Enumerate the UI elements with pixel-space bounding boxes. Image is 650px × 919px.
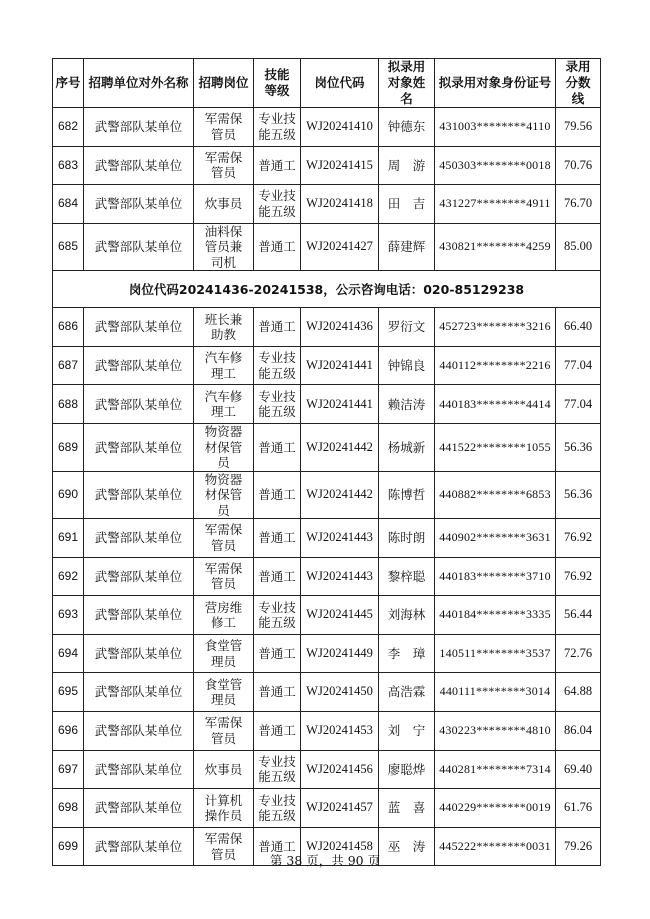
cell-id: 440111********3014 — [435, 673, 556, 712]
cell-unit: 武警部队某单位 — [84, 596, 194, 635]
cell-score: 85.00 — [556, 223, 601, 271]
cell-seq: 688 — [53, 385, 84, 424]
cell-code: WJ20241415 — [301, 146, 379, 185]
cell-id: 440184********3335 — [435, 596, 556, 635]
table-row — [53, 557, 601, 596]
cell-score: 64.88 — [556, 673, 601, 712]
cell-position: 食堂管理员 — [194, 634, 254, 673]
cell-position: 炊事员 — [194, 750, 254, 789]
table-row — [53, 346, 601, 385]
cell-id: 440902********3631 — [435, 519, 556, 558]
cell-name: 赖洁涛 — [379, 385, 435, 424]
cell-code: WJ20241441 — [301, 385, 379, 424]
cell-skill: 普通工 — [254, 712, 301, 751]
cell-unit: 武警部队某单位 — [84, 223, 194, 271]
cell-unit: 武警部队某单位 — [84, 424, 194, 472]
cell-seq: 682 — [53, 108, 84, 147]
section-banner-row — [53, 271, 601, 308]
cell-skill: 普通工 — [254, 146, 301, 185]
table-row — [53, 424, 601, 472]
header-code: 岗位代码 — [301, 59, 379, 108]
cell-score: 76.92 — [556, 557, 601, 596]
cell-code: WJ20241443 — [301, 519, 379, 558]
cell-score: 70.76 — [556, 146, 601, 185]
cell-code: WJ20241442 — [301, 424, 379, 472]
cell-skill: 普通工 — [254, 471, 301, 519]
cell-unit: 武警部队某单位 — [84, 557, 194, 596]
cell-code: WJ20241450 — [301, 673, 379, 712]
cell-position: 军需保管员 — [194, 108, 254, 147]
table-row — [53, 750, 601, 789]
cell-code: WJ20241456 — [301, 750, 379, 789]
cell-name: 陈博哲 — [379, 471, 435, 519]
cell-position: 物资器材保管员 — [194, 471, 254, 519]
cell-unit: 武警部队某单位 — [84, 712, 194, 751]
cell-seq: 684 — [53, 185, 84, 224]
cell-seq: 697 — [53, 750, 84, 789]
cell-id: 440882********6853 — [435, 471, 556, 519]
cell-code: WJ20241418 — [301, 185, 379, 224]
cell-name: 钟锦良 — [379, 346, 435, 385]
cell-id: 445222********0031 — [435, 827, 556, 866]
cell-seq: 685 — [53, 223, 84, 271]
cell-unit: 武警部队某单位 — [84, 634, 194, 673]
recruitment-table — [52, 58, 601, 866]
cell-unit: 武警部队某单位 — [84, 146, 194, 185]
cell-id: 430821********4259 — [435, 223, 556, 271]
cell-code: WJ20241427 — [301, 223, 379, 271]
cell-seq: 691 — [53, 519, 84, 558]
cell-skill: 普通工 — [254, 424, 301, 472]
cell-position: 汽车修理工 — [194, 385, 254, 424]
table-row — [53, 673, 601, 712]
cell-score: 72.76 — [556, 634, 601, 673]
cell-id: 431003********4110 — [435, 108, 556, 147]
cell-score: 79.56 — [556, 108, 601, 147]
cell-position: 军需保管员 — [194, 557, 254, 596]
cell-name: 蓝 喜 — [379, 789, 435, 828]
cell-seq: 686 — [53, 308, 84, 347]
cell-score: 86.04 — [556, 712, 601, 751]
cell-id: 430223********4810 — [435, 712, 556, 751]
cell-code: WJ20241410 — [301, 108, 379, 147]
cell-unit: 武警部队某单位 — [84, 185, 194, 224]
cell-skill: 普通工 — [254, 827, 301, 866]
cell-score: 76.70 — [556, 185, 601, 224]
table-row — [53, 634, 601, 673]
cell-unit: 武警部队某单位 — [84, 519, 194, 558]
table-row — [53, 223, 601, 271]
cell-seq: 690 — [53, 471, 84, 519]
table-row — [53, 596, 601, 635]
cell-position: 炊事员 — [194, 185, 254, 224]
header-unit: 招聘单位对外名称 — [84, 59, 194, 108]
header-score: 录用分数线 — [556, 59, 601, 108]
cell-score: 56.36 — [556, 471, 601, 519]
cell-score: 66.40 — [556, 308, 601, 347]
cell-skill: 普通工 — [254, 557, 301, 596]
cell-name: 李 璋 — [379, 634, 435, 673]
cell-name: 刘 宁 — [379, 712, 435, 751]
cell-position: 油料保管员兼司机 — [194, 223, 254, 271]
cell-seq: 692 — [53, 557, 84, 596]
cell-name: 黎梓聪 — [379, 557, 435, 596]
table-row — [53, 185, 601, 224]
cell-skill: 专业技能五级 — [254, 789, 301, 828]
table-row — [53, 471, 601, 519]
cell-name: 陈时朗 — [379, 519, 435, 558]
cell-name: 薛建辉 — [379, 223, 435, 271]
cell-id: 440183********3710 — [435, 557, 556, 596]
cell-skill: 专业技能五级 — [254, 108, 301, 147]
header-id: 拟录用对象身份证号 — [435, 59, 556, 108]
cell-code: WJ20241457 — [301, 789, 379, 828]
header-position: 招聘岗位 — [194, 59, 254, 108]
table-row — [53, 308, 601, 347]
table-row — [53, 385, 601, 424]
cell-code: WJ20241458 — [301, 827, 379, 866]
cell-score: 77.04 — [556, 346, 601, 385]
cell-score: 77.04 — [556, 385, 601, 424]
table-row — [53, 789, 601, 828]
cell-skill: 专业技能五级 — [254, 596, 301, 635]
cell-skill: 专业技能五级 — [254, 385, 301, 424]
cell-code: WJ20241436 — [301, 308, 379, 347]
cell-score: 56.36 — [556, 424, 601, 472]
cell-score: 61.76 — [556, 789, 601, 828]
cell-score: 79.26 — [556, 827, 601, 866]
cell-score: 76.92 — [556, 519, 601, 558]
cell-unit: 武警部队某单位 — [84, 385, 194, 424]
section-banner: 岗位代码20241436-20241538，公示咨询电话：020-85129238 — [53, 271, 601, 308]
cell-id: 452723********3216 — [435, 308, 556, 347]
cell-skill: 普通工 — [254, 223, 301, 271]
cell-skill: 普通工 — [254, 519, 301, 558]
table-row — [53, 712, 601, 751]
cell-position: 汽车修理工 — [194, 346, 254, 385]
cell-position: 物资器材保管员 — [194, 424, 254, 472]
cell-code: WJ20241445 — [301, 596, 379, 635]
cell-seq: 694 — [53, 634, 84, 673]
cell-unit: 武警部队某单位 — [84, 108, 194, 147]
cell-name: 巫 涛 — [379, 827, 435, 866]
cell-score: 56.44 — [556, 596, 601, 635]
cell-position: 营房维修工 — [194, 596, 254, 635]
cell-skill: 专业技能五级 — [254, 750, 301, 789]
cell-seq: 696 — [53, 712, 84, 751]
cell-id: 450303********0018 — [435, 146, 556, 185]
cell-id: 440229********0019 — [435, 789, 556, 828]
cell-position: 军需保管员 — [194, 146, 254, 185]
table-row — [53, 146, 601, 185]
page-footer: 第 38 页，共 90 页 — [269, 853, 381, 868]
cell-seq: 689 — [53, 424, 84, 472]
cell-id: 440183********4414 — [435, 385, 556, 424]
cell-score: 69.40 — [556, 750, 601, 789]
cell-unit: 武警部队某单位 — [84, 673, 194, 712]
cell-skill: 普通工 — [254, 673, 301, 712]
cell-skill: 普通工 — [254, 634, 301, 673]
header-seq: 序号 — [53, 59, 84, 108]
cell-unit: 武警部队某单位 — [84, 308, 194, 347]
cell-unit: 武警部队某单位 — [84, 346, 194, 385]
cell-id: 441522********1055 — [435, 424, 556, 472]
cell-unit: 武警部队某单位 — [84, 789, 194, 828]
header-skill: 技能等级 — [254, 59, 301, 108]
cell-name: 罗衍文 — [379, 308, 435, 347]
cell-position: 军需保管员 — [194, 519, 254, 558]
cell-name: 高浩霖 — [379, 673, 435, 712]
cell-code: WJ20241441 — [301, 346, 379, 385]
cell-name: 杨城新 — [379, 424, 435, 472]
table-row — [53, 108, 601, 147]
cell-position: 军需保管员 — [194, 827, 254, 866]
cell-position: 计算机操作员 — [194, 789, 254, 828]
cell-seq: 693 — [53, 596, 84, 635]
cell-unit: 武警部队某单位 — [84, 750, 194, 789]
cell-code: WJ20241449 — [301, 634, 379, 673]
cell-seq: 687 — [53, 346, 84, 385]
cell-position: 军需保管员 — [194, 712, 254, 751]
cell-name: 钟德东 — [379, 108, 435, 147]
cell-skill: 专业技能五级 — [254, 185, 301, 224]
cell-code: WJ20241443 — [301, 557, 379, 596]
cell-seq: 698 — [53, 789, 84, 828]
cell-unit: 武警部队某单位 — [84, 471, 194, 519]
cell-name: 廖聪烨 — [379, 750, 435, 789]
table-row — [53, 519, 601, 558]
cell-id: 140511********3537 — [435, 634, 556, 673]
cell-name: 周 游 — [379, 146, 435, 185]
cell-name: 刘海林 — [379, 596, 435, 635]
cell-seq: 683 — [53, 146, 84, 185]
cell-id: 440281********7314 — [435, 750, 556, 789]
cell-id: 431227********4911 — [435, 185, 556, 224]
cell-seq: 699 — [53, 827, 84, 866]
cell-code: WJ20241453 — [301, 712, 379, 751]
cell-position: 班长兼助教 — [194, 308, 254, 347]
cell-id: 440112********2216 — [435, 346, 556, 385]
header-name: 拟录用对象姓名 — [379, 59, 435, 108]
cell-code: WJ20241442 — [301, 471, 379, 519]
cell-name: 田 吉 — [379, 185, 435, 224]
cell-skill: 专业技能五级 — [254, 346, 301, 385]
cell-seq: 695 — [53, 673, 84, 712]
cell-skill: 普通工 — [254, 308, 301, 347]
table-header-row — [53, 59, 601, 108]
cell-unit: 武警部队某单位 — [84, 827, 194, 866]
cell-position: 食堂管理员 — [194, 673, 254, 712]
